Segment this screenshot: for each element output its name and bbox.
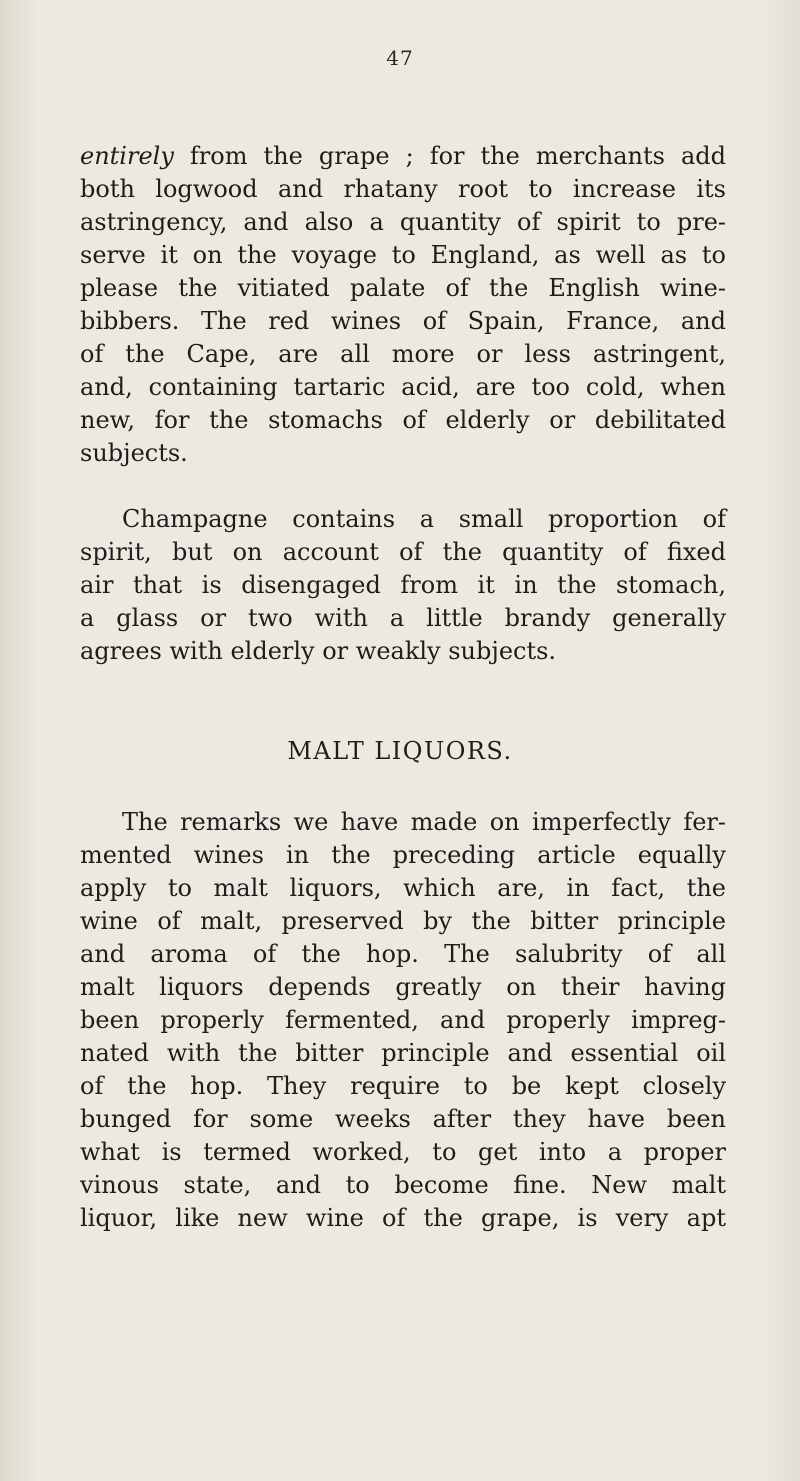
text-line: wine of malt, preserved by the bitter principle (80, 907, 726, 935)
text-line: astringency, and also a quantity of spirit to pre- (80, 208, 726, 236)
text-line: spirit, but on account of the quantity of fixed (80, 538, 726, 566)
text-line: both logwood and rhatany root to increase its (80, 175, 726, 203)
text-line (80, 140, 726, 173)
text-line-rest: from the grape ; for the merchants add (173, 142, 726, 170)
emphasis-word: entirely (80, 142, 174, 170)
text-line: and, containing tartaric acid, are too cold, when (80, 373, 726, 401)
text-line: bibbers. The red wines of Spain, France, and (80, 307, 726, 335)
text-line: The remarks we have made on imperfectly fer- (122, 808, 726, 836)
text-line: liquor, like new wine of the grape, is very apt (80, 1204, 726, 1232)
paragraph-wines-continued (80, 140, 726, 470)
text-line: nated with the bitter principle and essential oil (80, 1039, 726, 1067)
text-line: bunged for some weeks after they have been (80, 1105, 726, 1133)
page-number: 47 (386, 46, 414, 70)
text-line: please the vitiated palate of the English wine- (80, 274, 726, 302)
text-line: mented wines in the preceding article equally (80, 841, 726, 869)
text-line: serve it on the voyage to England, as well as to (80, 241, 726, 269)
text-line: and aroma of the hop. The salubrity of all (80, 940, 726, 968)
text-line: vinous state, and to become fine. New malt (80, 1171, 726, 1199)
paragraph-malt-liquors (80, 806, 726, 1235)
text-line: a glass or two with a little brandy generally (80, 604, 726, 632)
text-line: new, for the stomachs of elderly or debilitated (80, 406, 726, 434)
text-line: air that is disengaged from it in the stomach, (80, 571, 726, 599)
text-line: apply to malt liquors, which are, in fact, the (80, 874, 726, 902)
text-line: Champagne contains a small proportion of (122, 505, 726, 533)
text-line: subjects. (80, 439, 188, 467)
text-line: been properly fermented, and properly impreg- (80, 1006, 726, 1034)
text-line: of the hop. They require to be kept closely (80, 1072, 726, 1100)
text-line: agrees with elderly or weakly subjects. (80, 637, 557, 665)
paragraph-champagne (80, 503, 726, 668)
text-line: malt liquors depends greatly on their having (80, 973, 726, 1001)
text-line: of the Cape, are all more or less astringent, (80, 340, 726, 368)
text-line: what is termed worked, to get into a proper (80, 1138, 726, 1166)
section-heading: MALT LIQUORS. (287, 737, 513, 765)
